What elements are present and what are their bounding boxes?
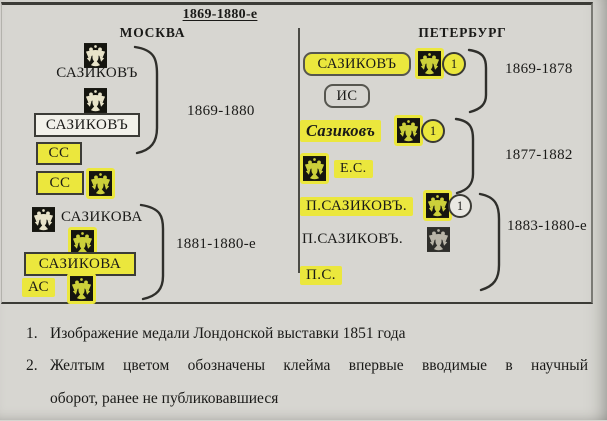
stamp-rounded-box-is: ИС <box>324 84 370 108</box>
note-item-2 <box>26 356 588 409</box>
stamp-name-sazikov-script-highlighted: Сазиковъ <box>300 120 381 142</box>
note-text <box>50 356 588 409</box>
group-brace <box>131 44 165 156</box>
petersburg-group2-date: 1877-1882 <box>505 147 573 163</box>
note-text-line-2: оборот, ранее не публиковавшиеся <box>50 390 279 407</box>
stamp-name-p-sazikov-plain: П.САЗИКОВЪ. <box>302 231 404 247</box>
note-text-line-1: Желтым цветом обозначены клейма впервые вводимые в научный <box>50 357 588 374</box>
group-brace <box>477 191 507 293</box>
petersburg-group3-date: 1883-1880-е <box>507 218 587 234</box>
double-eagle-stamp-icon-highlighted <box>397 118 420 143</box>
double-eagle-stamp-icon-highlighted <box>426 193 449 218</box>
stamp-box-sazikova-highlighted: САЗИКОВА <box>24 252 136 276</box>
petersburg-group1-date: 1869-1878 <box>505 61 573 77</box>
double-eagle-stamp-icon-highlighted <box>418 51 441 76</box>
stamp-initials-ps-highlighted: П.С. <box>300 266 342 285</box>
group-brace <box>137 202 171 302</box>
group-brace <box>466 47 494 115</box>
note-number: 1. <box>26 325 38 342</box>
petersburg-column-header: ПЕТЕРБУРГ <box>418 25 507 40</box>
stamp-initials-es-highlighted: Е.С. <box>334 160 373 178</box>
double-eagle-stamp-icon-highlighted <box>89 171 112 196</box>
note-number: 2. <box>26 357 38 374</box>
stamp-box-sazikov: САЗИКОВЪ <box>34 113 140 137</box>
note-item-1 <box>26 324 588 344</box>
double-eagle-stamp-icon-faded <box>427 227 450 252</box>
stamp-box-cc-2: СС <box>36 171 84 195</box>
london-1851-medal-mark: 1 <box>442 52 466 76</box>
double-eagle-stamp-icon-highlighted <box>303 156 326 181</box>
stamp-name-p-sazikov-highlighted: П.САЗИКОВЪ. <box>300 197 413 216</box>
double-eagle-stamp-icon <box>84 88 107 113</box>
stamp-name-sazikov-moscow: САЗИКОВЪ <box>56 65 138 81</box>
stamp-box-cc-1: СС <box>36 142 82 165</box>
london-1851-medal-mark: 1 <box>421 119 445 143</box>
double-eagle-stamp-icon <box>32 207 55 232</box>
diagram-title: 1869-1880-е <box>182 7 258 22</box>
stamp-initials-ac-highlighted: АС <box>22 278 55 297</box>
note-text: Изображение медали Лондонской выставки 1851 года <box>50 325 406 342</box>
column-divider <box>298 28 300 273</box>
stamp-rounded-box-sazikov-spb: САЗИКОВЪ <box>303 52 411 76</box>
stamp-name-sazikova: САЗИКОВА <box>61 209 143 225</box>
london-1851-medal-mark: 1 <box>448 194 472 218</box>
moscow-group2-date: 1881-1880-е <box>176 236 256 252</box>
group-brace <box>453 116 481 196</box>
legend-notes <box>26 324 588 421</box>
moscow-column-header: МОСКВА <box>119 25 186 40</box>
double-eagle-stamp-icon-highlighted <box>70 276 93 301</box>
moscow-group1-date: 1869-1880 <box>187 103 255 119</box>
